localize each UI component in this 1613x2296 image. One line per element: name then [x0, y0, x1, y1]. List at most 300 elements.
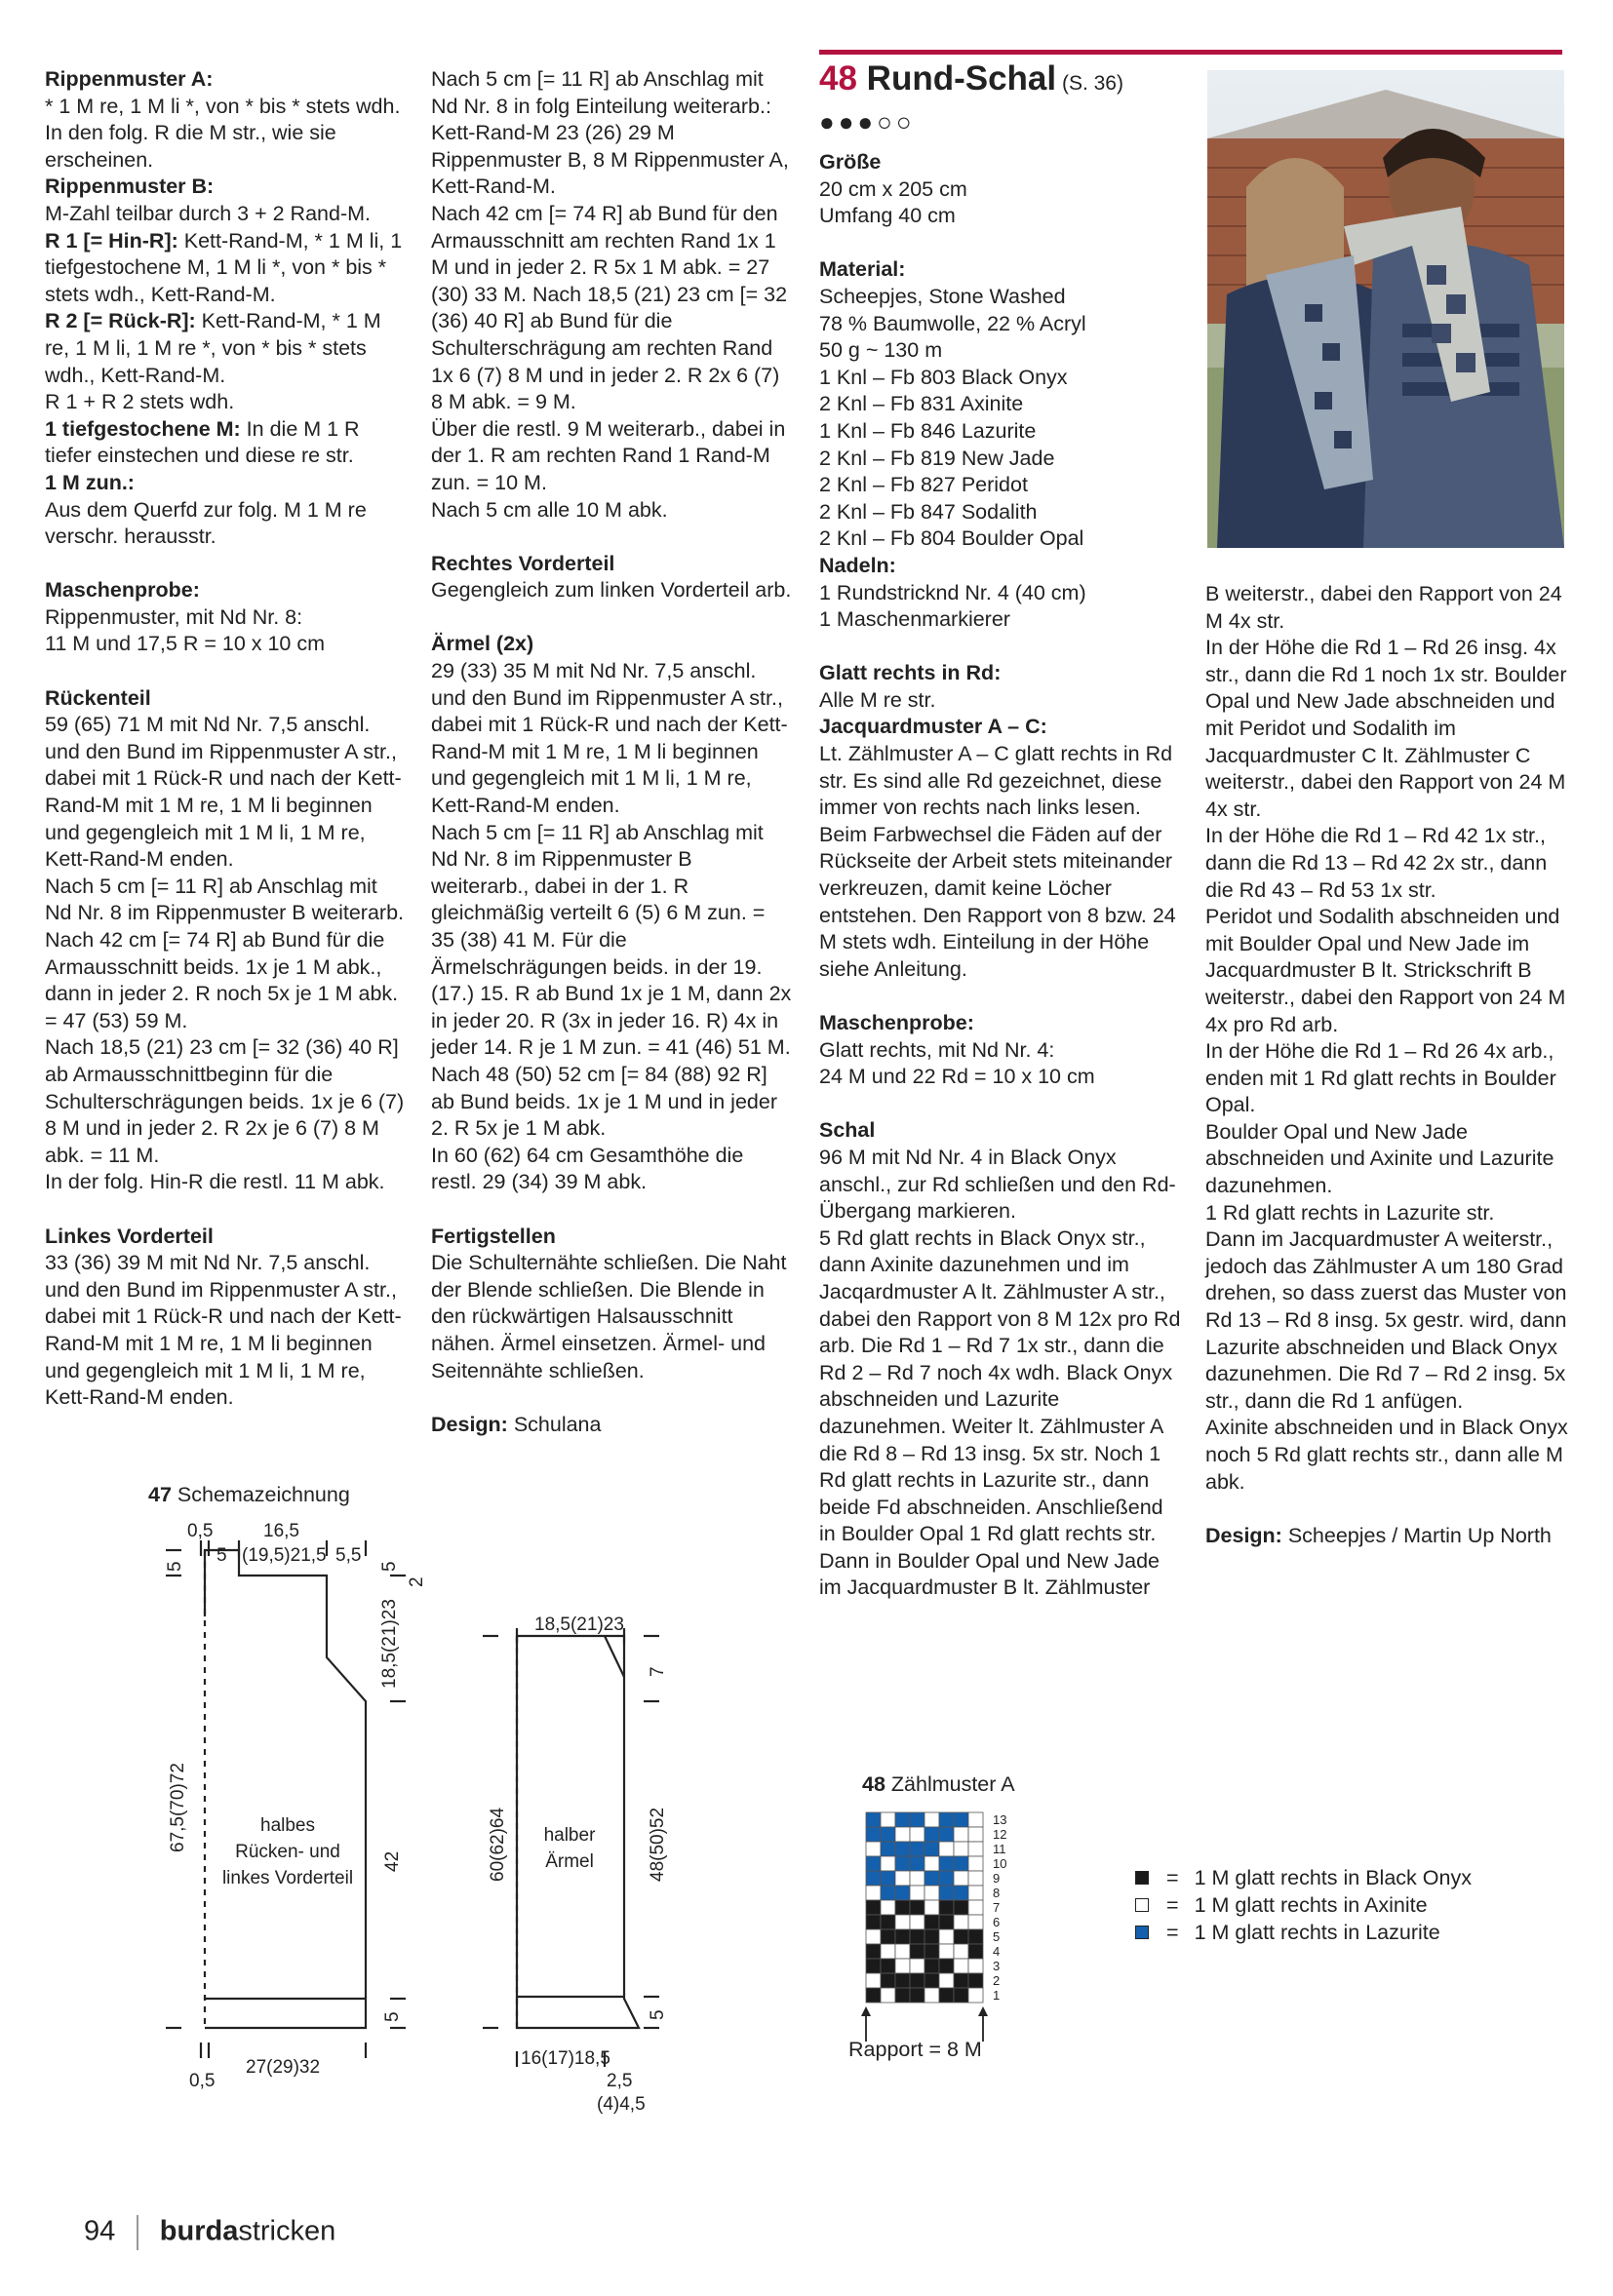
body-text: 1 Rd glatt rechts in Lazurite str. [1205, 1200, 1495, 1225]
bold-label: Material: [819, 257, 906, 282]
bold-label: Fertigstellen [431, 1224, 556, 1248]
section-heading [819, 1010, 1182, 1037]
bold-label: R 1 [= Hin-R]: [45, 228, 178, 253]
body-text: 59 (65) 71 M mit Nd Nr. 7,5 anschl. und den Bund im Rippenmuster A str., dabei mit 1 Rück-R und nach der Kett-Rand-M mit 1 M re, 1 M li beginnen und gegengleich mit 1 M li, 1 M re, Kett-Rand-M enden. [45, 713, 402, 872]
legend-label: 1 M glatt rechts in Axinite [1194, 1893, 1428, 1917]
footer-divider [137, 2215, 138, 2250]
body-text: 50 g ~ 130 m [819, 338, 943, 363]
column-3-body [819, 149, 1182, 1602]
chart-cell [895, 1915, 910, 1929]
chart-cell [895, 1973, 910, 1988]
chart-cell [954, 1812, 968, 1827]
dim-l: 5 [382, 2011, 403, 2022]
chart-cell [910, 1842, 925, 1856]
body-text: In der folg. Hin-R die restl. 11 M abk. [45, 1170, 385, 1194]
row-number: 1 [993, 1988, 1001, 2003]
chart-cell [939, 1886, 954, 1900]
chart-cell [866, 1959, 881, 1973]
chart-cell [881, 1842, 895, 1856]
paragraph [819, 472, 1182, 499]
instructions-column-3 [819, 60, 1182, 1602]
bold-label: Rippenmuster B: [45, 175, 215, 199]
bold-label: Größe [819, 150, 882, 174]
section-heading [819, 1117, 1182, 1145]
paragraph-gap [45, 658, 406, 685]
chart-cell [866, 1929, 881, 1944]
paragraph [819, 1037, 1182, 1065]
legend-equals: = [1166, 1893, 1179, 1917]
legend-equals: = [1166, 1866, 1179, 1889]
body-text: 2 Knl – Fb 819 New Jade [819, 446, 1055, 470]
page-number: 94 [84, 2215, 116, 2247]
body-text: 24 M und 22 Rd = 10 x 10 cm [819, 1065, 1095, 1089]
paragraph [819, 741, 1182, 983]
paragraph [45, 228, 406, 309]
chart-cell [881, 1886, 895, 1900]
body-text: 2 Knl – Fb 827 Peridot [819, 473, 1028, 497]
body-text: Kett-Rand-M, * 1 M li, 1 tiefgestochene M, 1 M li *, von * bis * stets wdh., Kett-Rand-M. [45, 228, 403, 306]
pattern-page-ref: (S. 36) [1056, 72, 1123, 95]
paragraph [1205, 823, 1568, 904]
bold-label: Rückenteil [45, 685, 151, 710]
paragraph [45, 416, 406, 470]
paragraph [819, 499, 1182, 526]
body-text: Gegengleich zum linken Vorderteil arb. [431, 578, 792, 603]
row-number: 7 [993, 1900, 1001, 1915]
sleeve-dim-x2: (4)4,5 [597, 2094, 646, 2115]
legend-label: 1 M glatt rechts in Black Onyx [1194, 1866, 1472, 1889]
chart-cell [910, 1856, 925, 1871]
paragraph [431, 1062, 794, 1143]
chart-cell [939, 1944, 954, 1959]
paragraph [45, 201, 406, 228]
paragraph [1205, 1415, 1568, 1496]
body-text: 11 M und 17,5 R = 10 x 10 cm [45, 632, 326, 656]
bold-label: Linkes Vorderteil [45, 1224, 214, 1248]
chart-cell [866, 1812, 881, 1827]
body-text: Dann im Jacquardmuster A weiterstr., jedoch das Zählmuster A um 180 Grad drehen, so dass zuerst das Muster von Rd 13 – Rd 8 insg. 5x gestr. wird, dann Lazurite abschneiden und Black Onyx dazunehmen. Die Rd 7 – Rd 2 insg. 5x str., dann die Rd 1 anfügen. [1205, 1227, 1567, 1413]
chart-cell [968, 1827, 983, 1842]
dim-i: 18,5(21)23 [379, 1599, 400, 1689]
chart-cell [866, 1973, 881, 1988]
sleeve-dim-top: 18,5(21)23 [534, 1615, 624, 1635]
dim-c: 5 [216, 1545, 227, 1566]
paragraph-gap [819, 983, 1182, 1010]
bold-label: Nadeln: [819, 553, 896, 577]
paragraph [1205, 581, 1568, 635]
chart-cell [939, 1856, 954, 1871]
body-text: Nach 42 cm [= 74 R] ab Bund für die Armausschnitt beids. 1x je 1 M abk., dann in jeder 2. R noch 5x je 1 M abk. = 47 (53) 59 M. [45, 928, 399, 1032]
chart-cell [881, 1827, 895, 1842]
chart-cell [925, 1944, 939, 1959]
chart-cell [968, 1959, 983, 1973]
chart-cell [925, 1988, 939, 2003]
pattern-title: Rund-Schal [856, 59, 1057, 97]
body-text: 29 (33) 35 M mit Nd Nr. 7,5 anschl. und den Bund im Rippenmuster A str., dabei mit 1 Rück-R und nach der Kett-Rand-M mit 1 M re, 1 M li beginnen und gegengleich mit 1 M li, 1 M re, Kett-Rand-M enden. [431, 659, 788, 818]
chart-cell [910, 1871, 925, 1886]
paragraph [819, 580, 1182, 607]
body-text: 96 M mit Nd Nr. 4 in Black Onyx anschl., zur Rd schließen und den Rd-Übergang markieren. [819, 1145, 1176, 1224]
paragraph [819, 365, 1182, 392]
bold-label: 1 tiefgestochene M: [45, 416, 241, 441]
chart-cell [895, 1856, 910, 1871]
body-text: Kett-Rand-M, * 1 M re, 1 M li, 1 M re *, von * bis * stets wdh., Kett-Rand-M. [45, 309, 381, 387]
body-label-2: Rücken- und [235, 1842, 340, 1862]
paragraph [431, 1143, 794, 1196]
body-text: Lt. Zählmuster A – C glatt rechts in Rd str. Es sind alle Rd gezeichnet, diese immer von rechts nach links lesen. Beim Farbwechsel die Fäden auf der Rückseite der Arbeit stets miteinander verkreuzen, damit keine Löcher entstehen. Den Rapport von 8 bzw. 24 M stets wdh. Einteilung in der Höhe siehe Anleitung. [819, 742, 1176, 981]
chart-cell [968, 1915, 983, 1929]
chart-cell [881, 1973, 895, 1988]
body-text: Scheepjes / Martin Up North [1281, 1523, 1552, 1547]
chart-cell [910, 1944, 925, 1959]
paragraph-gap [819, 634, 1182, 661]
chart-cell [925, 1959, 939, 1973]
row-number: 9 [993, 1871, 1001, 1886]
difficulty-rating: ●●●○○ [819, 107, 916, 136]
chart-cell [895, 1812, 910, 1827]
chart-cell [939, 1900, 954, 1915]
paragraph [431, 66, 794, 201]
body-text: * 1 M re, 1 M li *, von * bis * stets wdh. In den folg. R die M str., wie sie erscheinen. [45, 94, 401, 172]
paragraph [1205, 1038, 1568, 1119]
body-text: In die M 1 R tiefer einstechen und diese re str. [45, 416, 360, 468]
paragraph [819, 311, 1182, 338]
chart-cell [866, 1944, 881, 1959]
bold-label: Ärmel (2x) [431, 632, 534, 656]
chart-cell [954, 1842, 968, 1856]
sleeve-dim-w: 16(17)18,5 [521, 2048, 610, 2069]
instructions-column-4 [1205, 581, 1568, 1549]
sleeve-label-1: halber [543, 1825, 596, 1846]
paragraph-gap [431, 604, 794, 632]
brand-bold: burda [159, 2215, 239, 2247]
chart-cell [895, 1929, 910, 1944]
dim-k: 42 [382, 1850, 403, 1872]
paragraph [431, 820, 794, 1062]
dim-d: (19,5)21,5 [242, 1545, 327, 1566]
dim-f: 5 [165, 1561, 185, 1572]
paragraph-gap [1205, 1496, 1568, 1523]
chart-cell [954, 1959, 968, 1973]
arrow-head [861, 2006, 871, 2016]
chart-cell [925, 1827, 939, 1842]
body-text: 1 Knl – Fb 846 Lazurite [819, 418, 1037, 443]
paragraph [45, 631, 406, 658]
chart-cell [866, 1842, 881, 1856]
paragraph-gap [819, 1091, 1182, 1118]
paragraph [431, 497, 794, 525]
chart-cell [954, 1827, 968, 1842]
chart-cell [954, 1988, 968, 2003]
chart-cell [910, 1886, 925, 1900]
body-text: Glatt rechts, mit Nd Nr. 4: [819, 1037, 1055, 1062]
body-text: In der Höhe die Rd 1 – Rd 42 1x str., dann die Rd 13 – Rd 42 2x str., dann die Rd 43 – Rd 53 1x str. [1205, 824, 1548, 902]
chart-cell [939, 1959, 954, 1973]
chart-cell [954, 1856, 968, 1871]
body-text: Die Schulternähte schließen. Die Naht der Blende schließen. Die Blende in den rückwärtigen Halsausschnitt nähen. Ärmel einsetzen. Ärmel- und Seitennähte schließen. [431, 1251, 787, 1382]
dim-e: 5,5 [335, 1545, 362, 1566]
bold-label: Maschenprobe: [819, 1011, 974, 1034]
dim-n: 27(29)32 [246, 2057, 321, 2078]
chart-cell [939, 1827, 954, 1842]
chart-cell [881, 1871, 895, 1886]
schematic-diagram [146, 1521, 692, 2125]
bold-label: Rechtes Vorderteil [431, 551, 615, 575]
paragraph [1205, 635, 1568, 823]
paragraph [431, 577, 794, 604]
paragraph [431, 1412, 794, 1439]
chart-cell [866, 1988, 881, 2003]
chart-cell [925, 1915, 939, 1929]
paragraph [819, 337, 1182, 365]
body-text: In 60 (62) 64 cm Gesamthöhe die restl. 29 (34) 39 M abk. [431, 1143, 744, 1194]
body-text: Dann in Boulder Opal und New Jade im Jacquardmuster B lt. Zählmuster [819, 1548, 1160, 1600]
body-text: Nach 5 cm [= 11 R] ab Anschlag mit Nd Nr. 8 in folg Einteilung weiterarb.: Kett-Rand-M 23 (26) 29 M Rippenmuster B, 8 M Rippenmuster A, Kett-Rand-M. [431, 67, 789, 199]
body-text: M-Zahl teilbar durch 3 + 2 Rand-M. [45, 201, 371, 225]
body-text: In der Höhe die Rd 1 – Rd 26 insg. 4x str., dann die Rd 1 noch 1x str. Boulder Opal und New Jade abschneiden und mit Peridot und Sodalith im Jacquardmuster C lt. Zählmuster C weiterstr., dabei den Rapport von 24 M 4x str. [1205, 636, 1567, 821]
body-text: Nach 48 (50) 52 cm [= 84 (88) 92 R] ab Bund beids. 1x je 1 M und in jeder 2. R 5x je 1 M abk. [431, 1062, 777, 1141]
paragraph [819, 687, 1182, 715]
chart-cell [925, 1900, 939, 1915]
body-text: R 1 + R 2 stets wdh. [45, 390, 235, 414]
legend-swatch [1135, 1898, 1149, 1912]
paragraph-gap [45, 1196, 406, 1224]
chart-cell [954, 1973, 968, 1988]
paragraph [45, 874, 406, 927]
chart-cell [939, 1915, 954, 1929]
chart-cell [968, 1929, 983, 1944]
row-number: 3 [993, 1959, 1001, 1973]
dim-j: 67,5(70)72 [168, 1763, 188, 1852]
body-text: 1 Knl – Fb 803 Black Onyx [819, 365, 1068, 389]
sleeve-dim-left: 60(62)64 [488, 1807, 508, 1882]
body-text: Alle M re str. [819, 687, 936, 712]
chart-cell [925, 1812, 939, 1827]
page-footer [84, 2215, 335, 2250]
section-heading [819, 149, 1182, 176]
bold-label: Rippenmuster A: [45, 67, 214, 91]
chart-cell [910, 1973, 925, 1988]
section-heading [45, 577, 406, 604]
body-text: 20 cm x 205 cm [819, 176, 967, 201]
chart-cell [939, 1929, 954, 1944]
body-text: Nach 18,5 (21) 23 cm [= 32 (36) 40 R] ab Armausschnittbeginn für die Schulterschrägungen beids. 1x je 6 (7) 8 M und in jeder 2. R 2x je 6 (7) 8 M abk. = 11 M. [45, 1035, 405, 1167]
legend-item [1135, 1891, 1472, 1919]
paragraph [431, 658, 794, 820]
chart-cell [895, 1944, 910, 1959]
legend-equals: = [1166, 1921, 1179, 1944]
body-text: 2 Knl – Fb 847 Sodalith [819, 499, 1038, 524]
paragraph [45, 1034, 406, 1169]
paragraph-gap [819, 230, 1182, 257]
body-text: Aus dem Querfd zur folg. M 1 M re verschr. herausstr. [45, 497, 367, 549]
chart-legend [1135, 1864, 1472, 1946]
bold-label: Design: [1205, 1523, 1282, 1547]
paragraph [819, 606, 1182, 634]
chart-cell [881, 1856, 895, 1871]
chart-cell [881, 1959, 895, 1973]
row-number: 11 [993, 1842, 1006, 1856]
paragraph [431, 416, 794, 497]
body-text: Nach 42 cm [= 74 R] ab Bund für den Armausschnitt am rechten Rand 1x 1 M und in jeder 2. R 5x 1 M abk. = 27 (30) 33 M. Nach 18,5 (21) 23 cm [= 32 (36) 40 R] ab Bund für die Schulterschrägung am rechten Rand 1x 6 (7) 8 M und in jeder 2. R 2x 6 (7) 8 M abk. = 9 M. [431, 201, 788, 414]
section-heading [431, 631, 794, 658]
chart-cell [954, 1944, 968, 1959]
bold-label: Design: [431, 1412, 508, 1436]
chart-cell [968, 1886, 983, 1900]
chart-cell [881, 1900, 895, 1915]
section-heading [45, 66, 406, 94]
chart-cell [954, 1915, 968, 1929]
chart-cell [910, 1812, 925, 1827]
body-text: 1 Rundstricknd Nr. 4 (40 cm) [819, 580, 1086, 604]
chart-48-caption [862, 1772, 1015, 1797]
section-heading [45, 470, 406, 497]
chart-cell [968, 1871, 983, 1886]
bold-label: Schal [819, 1118, 876, 1143]
chart-cell [910, 1988, 925, 2003]
legend-item [1135, 1919, 1472, 1946]
chart-cell [954, 1871, 968, 1886]
chart-cell [881, 1929, 895, 1944]
sleeve-dim-right: 48(50)52 [648, 1807, 668, 1882]
brand-rest: stricken [238, 2215, 336, 2247]
paragraph [1205, 1119, 1568, 1200]
paragraph [819, 203, 1182, 230]
section-heading [431, 1224, 794, 1251]
sleeve-dim-r1: 7 [648, 1666, 668, 1677]
chart-cell [954, 1886, 968, 1900]
instructions-column-2 [431, 66, 794, 1438]
paragraph-gap [45, 551, 406, 578]
legend-label: 1 M glatt rechts in Lazurite [1194, 1921, 1440, 1944]
chart-cell [895, 1900, 910, 1915]
paragraph [45, 1169, 406, 1196]
legend-item [1135, 1864, 1472, 1891]
paragraph [819, 284, 1182, 311]
paragraph [45, 712, 406, 874]
chart-cell [968, 1988, 983, 2003]
body-text: Boulder Opal und New Jade abschneiden und Axinite und Lazurite dazunehmen. [1205, 1119, 1554, 1198]
chart-cell [910, 1929, 925, 1944]
chart-cell [895, 1842, 910, 1856]
diagram-number: 47 [148, 1483, 172, 1506]
chart-cell [881, 1988, 895, 2003]
dim-g: 5 [379, 1561, 400, 1572]
paragraph [431, 1250, 794, 1384]
section-heading [819, 660, 1182, 687]
chart-cell [925, 1871, 939, 1886]
chart-cell [910, 1900, 925, 1915]
row-number: 6 [993, 1915, 1001, 1929]
chart-cell [895, 1988, 910, 2003]
paragraph [45, 1250, 406, 1412]
bold-label: R 2 [= Rück-R]: [45, 309, 196, 333]
chart-cell [925, 1886, 939, 1900]
paragraph [431, 201, 794, 416]
legend-swatch [1135, 1871, 1149, 1885]
body-text: 2 Knl – Fb 831 Axinite [819, 392, 1024, 416]
chart-cell [881, 1944, 895, 1959]
rapport-label: Rapport = 8 M [848, 2038, 982, 2061]
body-text: 5 Rd glatt rechts in Black Onyx str., dann Axinite dazunehmen und im Jacqardmuster A lt. Zählmuster A str., dabei den Rapport von 8 M 12x pro Rd arb. Die Rd 1 – Rd 7 1x str., dann die Rd 2 – Rd 7 noch 4x wdh. Black Onyx abschneiden und Lazurite dazunehmen. Weiter lt. Zählmuster A die Rd 8 – Rd 13 insg. 5x str. Noch 1 Rd glatt rechts in Lazurite str., dann beide Fd abschneiden. Anschließend in Boulder Opal 1 Rd glatt rechts str. [819, 1226, 1181, 1546]
row-number: 12 [993, 1827, 1007, 1842]
paragraph-gap [431, 1384, 794, 1412]
chart-cell [910, 1915, 925, 1929]
chart-cell [925, 1842, 939, 1856]
chart-cell [939, 1842, 954, 1856]
bold-label: Jacquardmuster A – C: [819, 715, 1047, 739]
paragraph [45, 497, 406, 551]
chart-cell [939, 1812, 954, 1827]
paragraph [819, 1145, 1182, 1226]
row-number: 4 [993, 1944, 1001, 1959]
body-text: Nach 5 cm [= 11 R] ab Anschlag mit Nd Nr. 8 im Rippenmuster B weiterarb. [45, 874, 405, 925]
paragraph-gap [431, 524, 794, 551]
paragraph [819, 1548, 1182, 1602]
section-heading [819, 714, 1182, 741]
paragraph [819, 391, 1182, 418]
body-text: Axinite abschneiden und in Black Onyx noch 5 Rd glatt rechts str., dann alle M abk. [1205, 1416, 1568, 1494]
chart-cell [939, 1988, 954, 2003]
body-text: Scheepjes, Stone Washed [819, 284, 1066, 308]
body-text: B weiterstr., dabei den Rapport von 24 M 4x str. [1205, 582, 1562, 633]
sleeve-dim-bot: 5 [648, 2009, 668, 2020]
chart-title: Zählmuster A [885, 1772, 1015, 1796]
chart-cell [895, 1959, 910, 1973]
bold-label: Glatt rechts in Rd: [819, 661, 1002, 685]
body-text: Umfang 40 cm [819, 204, 956, 228]
body-text: Nach 5 cm alle 10 M abk. [431, 497, 668, 522]
knitting-chart-a [839, 1809, 1053, 2062]
paragraph [45, 389, 406, 416]
body-text: Nach 5 cm [= 11 R] ab Anschlag mit Nd Nr. 8 im Rippenmuster B weiterarb., dabei in der 1. R gleichmäßig verteilt 6 (5) 6 M zun. = 35 (38) 41 M. Für die Ärmelschrägungen beids. in der 19. (17.) 15. R ab Bund 1x je 1 M, dann 2x in jeder 20. R (3x in jeder 16. R) 4x in jeder 14. R je 1 M zun. = 41 (46) 51 M. [431, 820, 792, 1060]
section-accent-bar [819, 50, 1562, 55]
paragraph [1205, 1200, 1568, 1227]
dim-a: 0,5 [187, 1521, 214, 1541]
sleeve-label-2: Ärmel [545, 1851, 594, 1872]
row-number: 10 [993, 1856, 1007, 1871]
chart-cell [968, 1973, 983, 1988]
diagram-title: Schemazeichnung [171, 1483, 350, 1506]
section-heading [819, 256, 1182, 284]
chart-cell [939, 1973, 954, 1988]
section-heading [819, 553, 1182, 580]
chart-cell [968, 1856, 983, 1871]
chart-cell [910, 1827, 925, 1842]
brand-logo [160, 2216, 335, 2247]
chart-cell [925, 1973, 939, 1988]
chart-cell [895, 1827, 910, 1842]
chart-cell [954, 1900, 968, 1915]
chart-cell [968, 1944, 983, 1959]
paragraph [1205, 1226, 1568, 1415]
bold-label: 1 M zun.: [45, 470, 135, 494]
paragraph [45, 604, 406, 632]
paragraph [45, 94, 406, 175]
chart-cell [881, 1915, 895, 1929]
chart-cell [939, 1871, 954, 1886]
sleeve-dim-x1: 2,5 [607, 2071, 633, 2091]
arrow-head [978, 2006, 988, 2016]
chart-cell [968, 1842, 983, 1856]
chart-cell [866, 1900, 881, 1915]
chart-cell [895, 1886, 910, 1900]
paragraph [819, 525, 1182, 553]
row-number: 13 [993, 1812, 1007, 1827]
chart-cell [866, 1827, 881, 1842]
paragraph [45, 308, 406, 389]
paragraph [1205, 904, 1568, 1038]
